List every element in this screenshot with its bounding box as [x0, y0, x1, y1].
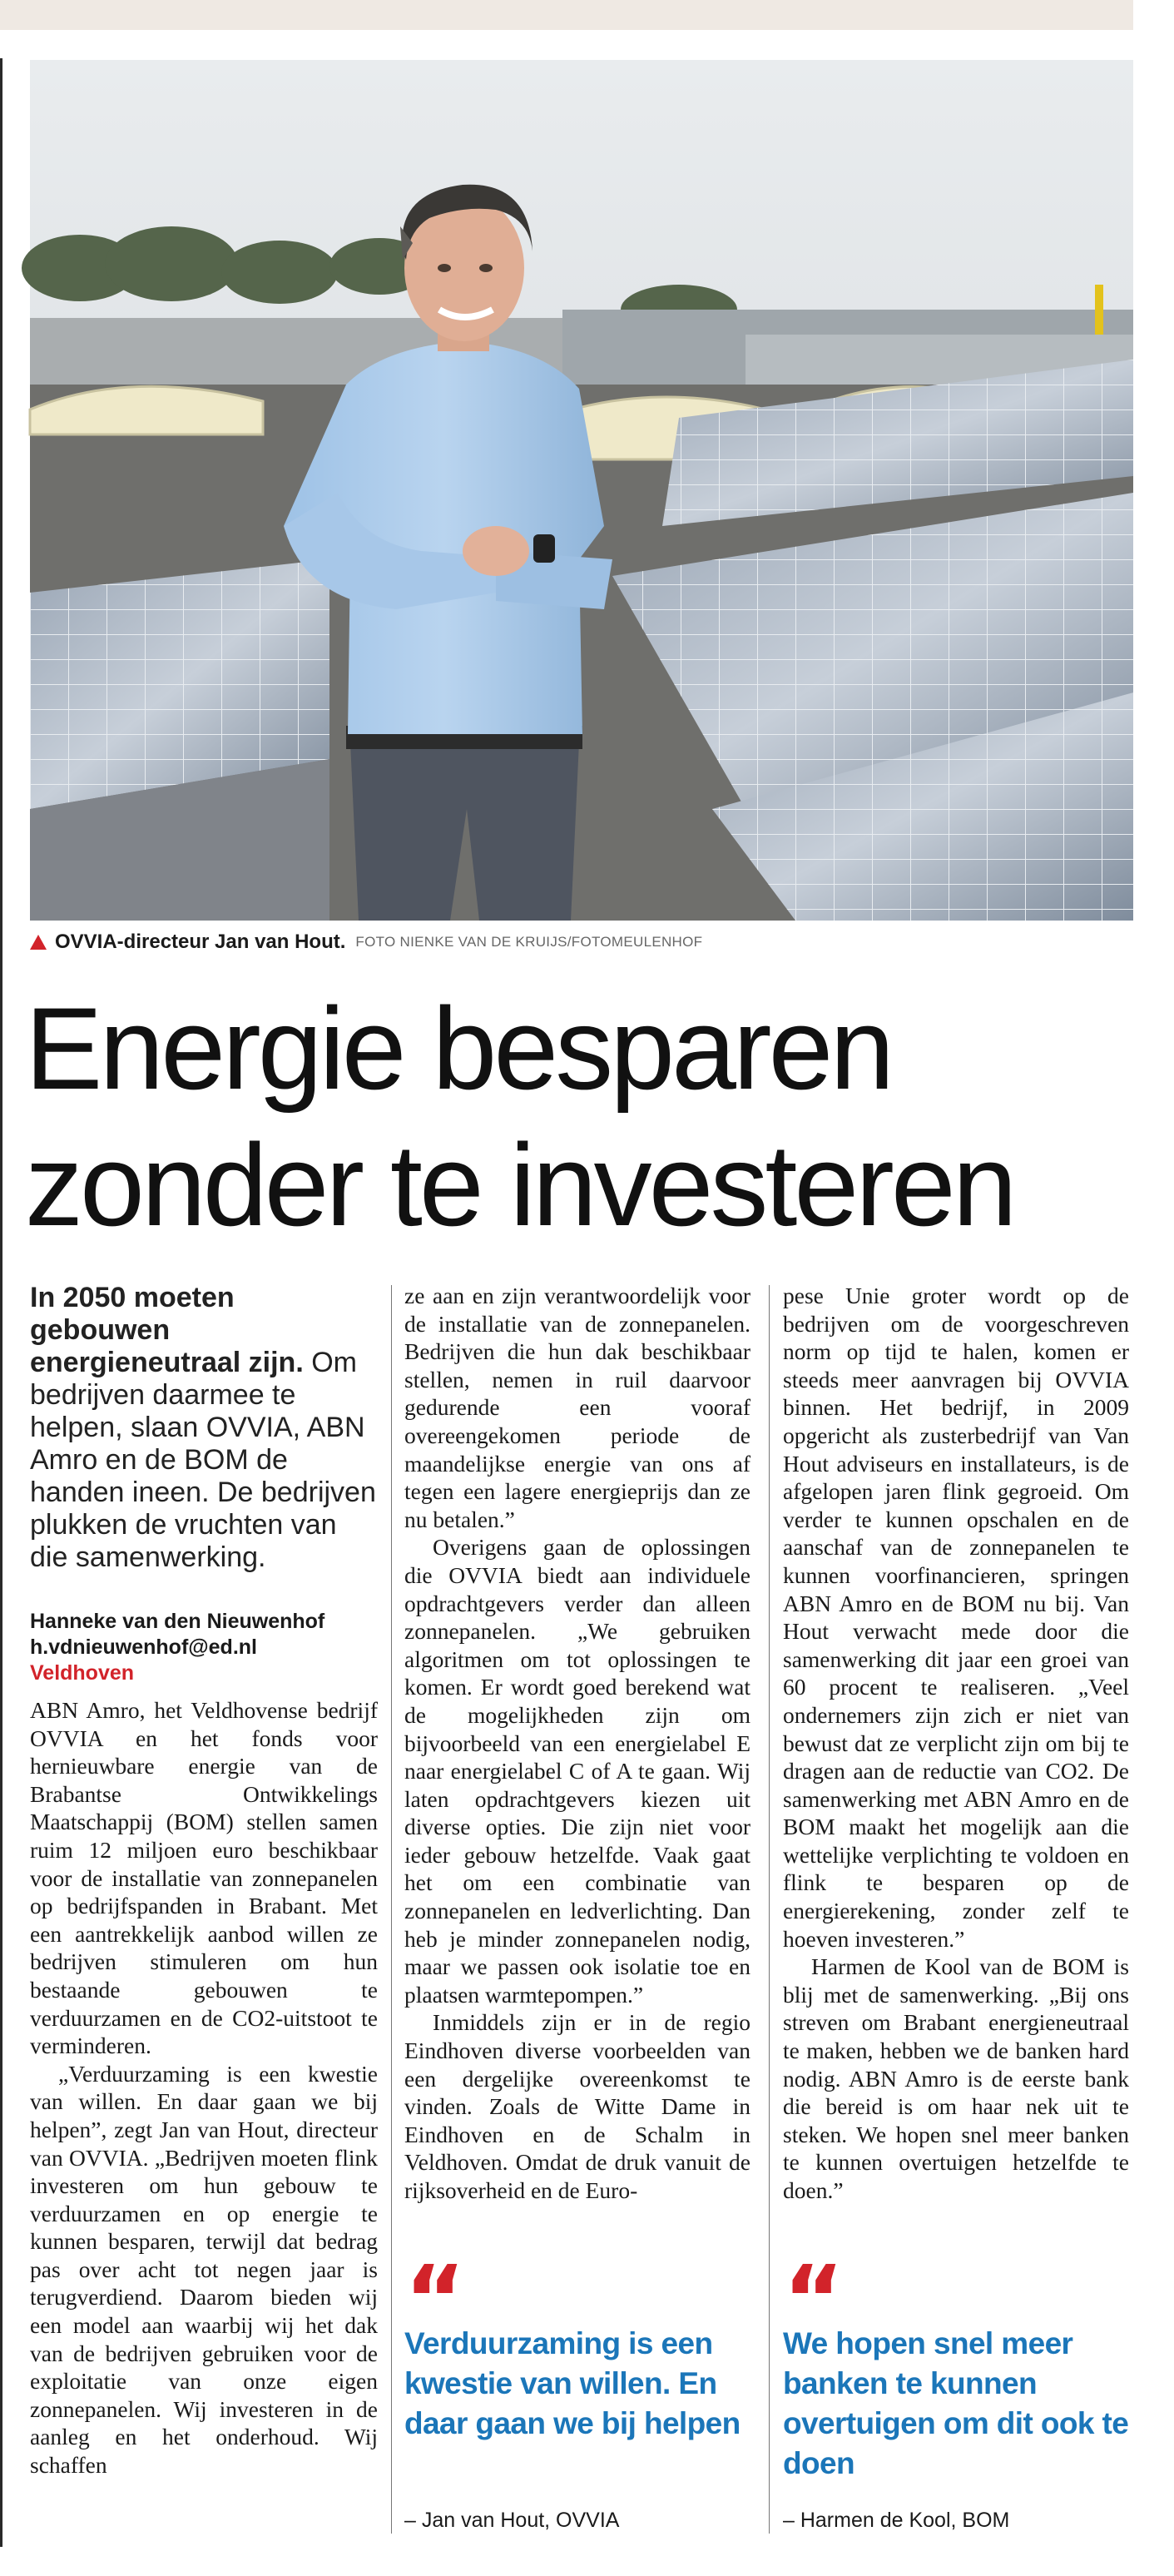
body-paragraph: pese Unie groter wordt op de bedrijven om de voorgeschreven norm op tijd te halen, komen er steeds meer aanvragen bij OVVIA binnen. Het bedrijf, in 2009 opgericht als zusterbedrijf van Van Hout adviseurs en installateurs, is de afgelopen jaren flink gegroeid. Om verder te kunnen opschalen en de aanschaf van de zonnepanelen te kunnen voorfinancieren, springen ABN Amro en de BOM nu bij. Van Hout verwacht mede door die samenwerking dit jaar een groei van 60 procent te realiseren. „Veel ondernemers zijn zich er niet van bewust dat ze verplicht zijn om bij te dragen aan de reductie van CO2. De samenwerking met ABN Amro en de BOM maakt het mogelijk aan die wettelijke verplichting te voldoen en flink te besparen op de energierekening, zonder zelf te hoeven investeren.” [783, 1283, 1129, 1952]
quote-mark-icon: “ [783, 2246, 840, 2355]
lead-rest: Om bedrijven daarmee te helpen, slaan OVVIA, ABN Amro en de BOM de handen ineen. De bedrijven plukken de vruchten van die samenwerking. [30, 1347, 376, 1573]
pull-quote-2 [783, 2246, 1129, 2532]
body-paragraph: Harmen de Kool van de BOM is blij met de samenwerking. „Bij ons streven om Brabant energieneutraal te maken, hebben we de banken hard nodig. ABN Amro is de eerste bank die bereid is om haar nek uit te steken. We hopen snel meer banken te kunnen overtuigen hetzelfde te doen.” [783, 1953, 1129, 2203]
headline-line-2: zonder te investeren [25, 1119, 1014, 1250]
column-rule-1 [391, 1285, 392, 2534]
body-paragraph: ze aan en zijn verantwoordelijk voor de installatie van de zonnepanelen. Bedrijven die hun dak beschikbaar stellen, nemen in ruil daarvoor gedurende een vooraf overeengekomen periode de maandelijkse energie van ons af tegen een lagere energieprijs dan ze nu betalen.” [404, 1283, 750, 1532]
dateline-place: Veldhoven [30, 1661, 135, 1685]
article-photo [30, 60, 1133, 921]
headline-line-1: Energie besparen [25, 983, 892, 1114]
pull-quote-text: We hopen snel meer banken te kunnen overtuigen om dit ook te doen [783, 2326, 1129, 2480]
top-strip [0, 0, 1133, 30]
left-margin-rule [0, 58, 2, 2547]
photo-caption [30, 927, 702, 957]
photo-credit: FOTO NIENKE VAN DE KRUIJS/FOTOMEULENHOF [355, 934, 703, 950]
body-paragraph: Inmiddels zijn er in de regio Eindhoven diverse voorbeelden van een dergelijke overeenkomst te vinden. Zoals de Witte Dame in Eindhoven en de Schalm in Veldhoven. Omdat de druk vanuit de rijksoverheid en de Euro- [404, 2009, 750, 2203]
body-paragraph: ABN Amro, het Veldhovense bedrijf OVVIA en het fonds voor hernieuwbare energie van de Brabantse Ontwikkelings Maatschappij (BOM) stellen samen ruim 12 miljoen euro beschikbaar voor de installatie van zonnepanelen op bedrijfspanden in Brabant. Met een aantrekkelijk aanbod willen ze bedrijven stimuleren om hun bestaande gebouwen te verduurzamen en de CO2-uitstoot te verminderen. [30, 1697, 378, 2059]
caption-text: OVVIA-directeur Jan van Hout. [55, 931, 346, 953]
pull-quote-attribution: – Jan van Hout, OVVIA [404, 2509, 620, 2532]
column-2 [404, 1282, 750, 2205]
quote-mark-icon: “ [404, 2246, 461, 2355]
pull-quote-1 [404, 2246, 750, 2532]
column-1 [30, 1282, 378, 2479]
lead-paragraph [30, 1282, 378, 1574]
byline [30, 1609, 378, 1686]
caption-marker-icon [30, 935, 47, 950]
column-3 [783, 1282, 1129, 2205]
column-rule-2 [769, 1285, 770, 2534]
headline [25, 980, 1140, 1253]
lead-bold: In 2050 moeten gebouwen energieneutraal zijn. [30, 1282, 304, 1378]
pull-quote-text: Verduurzaming is een kwestie van willen. En daar gaan we bij helpen [404, 2326, 741, 2440]
body-paragraph: Overigens gaan de oplossingen die OVVIA biedt aan individuele opdrachtgevers verder dan alleen zonnepanelen. „We gebruiken algoritmen om tot oplossingen te komen. Er wordt goed berekend wat de mogelijkheden zijn om bijvoorbeeld van een energielabel E naar energielabel C of A te gaan. Wij laten opdrachtgevers kiezen uit diverse opties. Die zijn niet voor ieder gebouw hetzelfde. Vaak gaat het om een combinatie van zonnepanelen en ledverlichting. Dan heb je minder zonnepanelen nodig, maar we passen ook isolatie toe en plaatsen warmtepompen.” [404, 1534, 750, 2008]
body-paragraph: „Verduurzaming is een kwestie van willen. En daar gaan we bij helpen”, zegt Jan van Hout, directeur van OVVIA. „Bedrijven moeten flink investeren om hun gebouw te verduurzamen en op energie te kunnen besparen, terwijl dat bedrag pas over acht tot negen jaar is terugverdiend. Daarom bieden wij een model aan waarbij wij het dak van de bedrijven gebruiken voor de exploitatie van onze eigen zonnepanelen. Wij investeren in de aanleg en het onderhoud. Wij schaffen [30, 2060, 378, 2479]
author-email[interactable]: h.vdnieuwenhof@ed.nl [30, 1635, 257, 1659]
pull-quote-attribution: – Harmen de Kool, BOM [783, 2509, 1010, 2532]
author-name: Hanneke van den Nieuwenhof [30, 1610, 325, 1633]
